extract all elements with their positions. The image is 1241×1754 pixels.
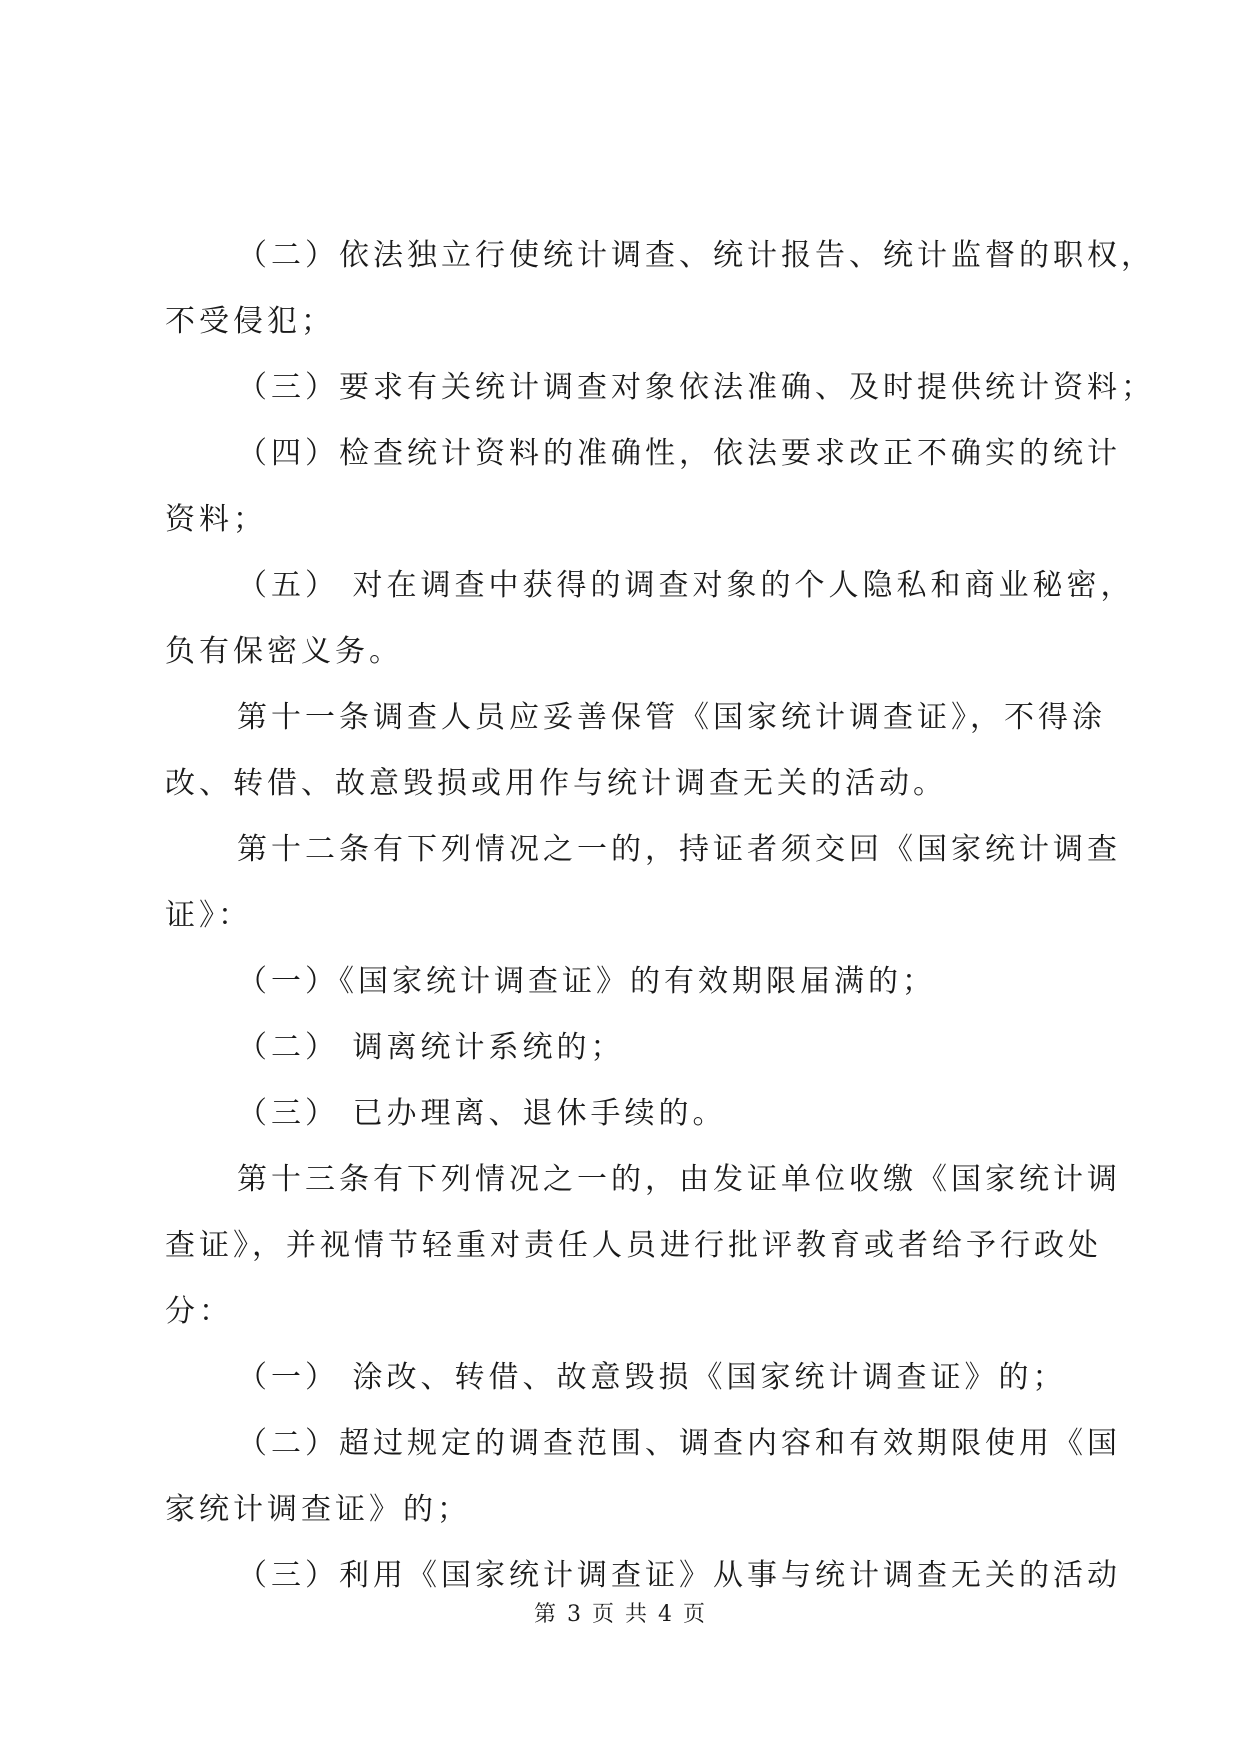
paragraph-line: （三）利用《国家统计调查证》从事与统计调查无关的活动 [237, 1558, 1121, 1593]
paragraph-line: （四）检查统计资料的准确性，依法要求改正不确实的统计 [237, 436, 1121, 471]
paragraph-line: （二）超过规定的调查范围、调查内容和有效期限使用《国 [237, 1426, 1121, 1461]
paragraph-line: （一）《国家统计调查证》的有效期限届满的； [237, 964, 936, 999]
paragraph-line: （二）依法独立行使统计调查、统计报告、统计监督的职权， [237, 238, 1155, 273]
page-footer [0, 1600, 1241, 1630]
paragraph-line: （三）要求有关统计调查对象依法准确、及时提供统计资料； [237, 370, 1155, 405]
paragraph-line: 第十三条有下列情况之一的，由发证单位收缴《国家统计调 [237, 1162, 1121, 1197]
paragraph-line: （五） 对在调查中获得的调查对象的个人隐私和商业秘密， [237, 568, 1135, 603]
paragraph-line: 资料； [165, 502, 267, 537]
paragraph-line: 第十二条有下列情况之一的，持证者须交回《国家统计调查 [237, 832, 1121, 867]
paragraph-line: 证》： [165, 898, 252, 933]
paragraph-line: （二） 调离统计系统的； [237, 1030, 625, 1065]
paragraph-line: 第十一条调查人员应妥善保管《国家统计调查证》，不得涂 [237, 700, 1106, 735]
paragraph-line: 查证》，并视情节轻重对责任人员进行批评教育或者给予行政处 [165, 1228, 1102, 1263]
page-number-label: 第 3 页 共 4 页 [534, 1602, 707, 1627]
paragraph-line: （三） 已办理离、退休手续的。 [237, 1096, 727, 1131]
paragraph-line: （一） 涂改、转借、故意毁损《国家统计调查证》的； [237, 1360, 1067, 1395]
paragraph-line: 改、转借、故意毁损或用作与统计调查无关的活动。 [165, 766, 947, 801]
paragraph-line: 家统计调查证》的； [165, 1492, 471, 1527]
paragraph-line: 负有保密义务。 [165, 634, 403, 669]
paragraph-line: 不受侵犯； [165, 304, 335, 339]
paragraph-line: 分： [165, 1294, 233, 1329]
